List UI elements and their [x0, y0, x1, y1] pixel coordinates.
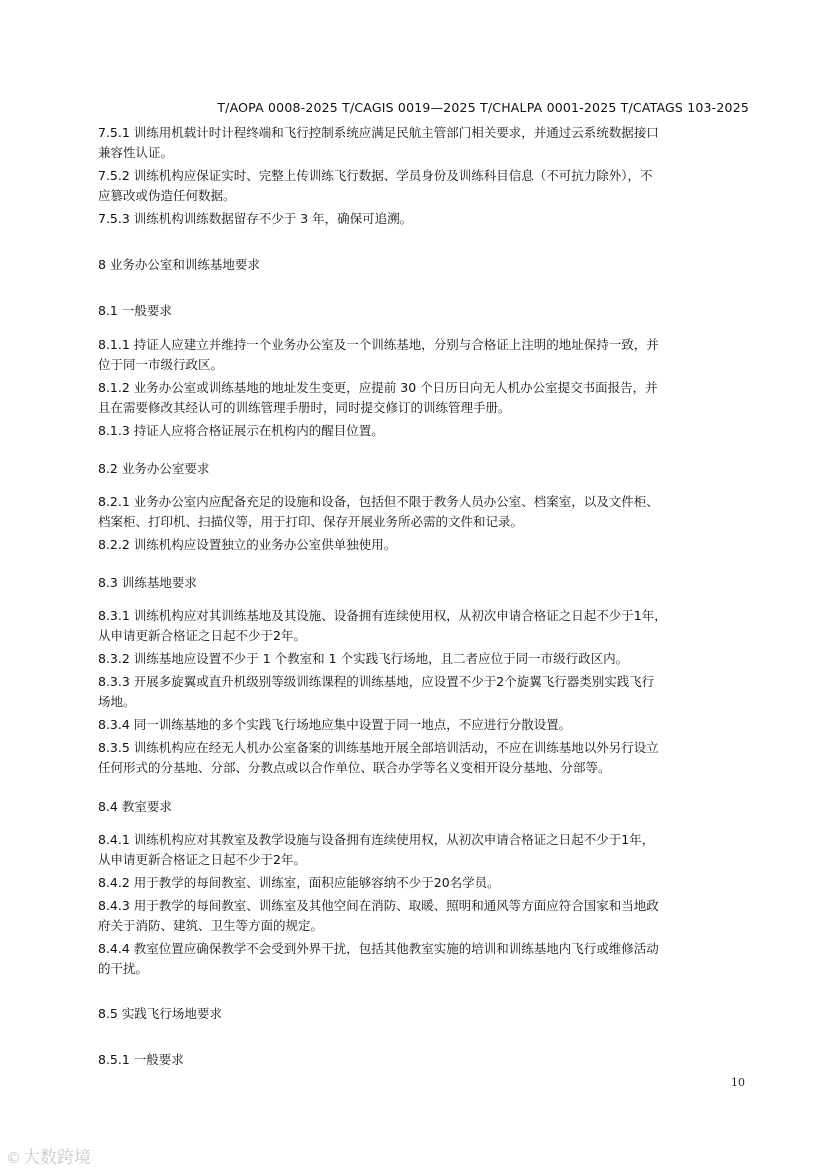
section-8-4-heading: 8.4 教室要求 [98, 799, 172, 814]
paragraph-8-3-5-line1: 8.3.5 训练机构应在经无人机办公室备案的训练基地开展全部培训活动，不应在训练基地以外另行设立 [98, 740, 659, 755]
paragraph-7-5-2-line2: 应篡改或伪造任何数据。 [98, 188, 236, 203]
paragraph-7-5-3: 7.5.3 训练机构训练数据留存不少于 3 年，确保可追溯。 [98, 211, 413, 226]
paragraph-8-4-4-line2: 的干扰。 [98, 961, 149, 976]
section-8-2-heading: 8.2 业务办公室要求 [98, 461, 210, 476]
paragraph-8-3-4: 8.3.4 同一训练基地的多个实践飞行场地应集中设置于同一地点，不应进行分散设置。 [98, 717, 572, 732]
watermark-logo-icon: © [6, 1149, 21, 1167]
paragraph-8-1-1-line2: 位于同一市级行政区。 [98, 357, 224, 372]
paragraph-8-4-3-line1: 8.4.3 用于教学的每间教室、训练室及其他空间在消防、取暖、照明和通风等方面应符合国家和当地政 [98, 898, 659, 913]
paragraph-8-4-1-line2: 从申请更新合格证之日起不少于2年。 [98, 852, 306, 867]
paragraph-8-1-3: 8.1.3 持证人应将合格证展示在机构内的醒目位置。 [98, 423, 384, 438]
watermark [6, 1143, 91, 1168]
paragraph-8-2-1-line2: 档案柜、打印机、扫描仪等，用于打印、保存开展业务所必需的文件和记录。 [98, 514, 524, 529]
paragraph-8-4-2: 8.4.2 用于教学的每间教室、训练室，面积应能够容纳不少于20名学员。 [98, 875, 500, 890]
paragraph-8-4-4-line1: 8.4.4 教室位置应确保教学不会受到外界干扰，包括其他教室实施的培训和训练基地内飞行或维修活动 [98, 941, 659, 956]
section-8-heading: 8 业务办公室和训练基地要求 [98, 257, 260, 272]
paragraph-7-5-1-line2: 兼容性认证。 [98, 145, 174, 160]
paragraph-8-1-1-line1: 8.1.1 持证人应建立并维持一个业务办公室及一个训练基地，分别与合格证上注明的地址保持一致，并 [98, 337, 659, 352]
paragraph-8-4-3-line2: 府关于消防、建筑、卫生等方面的规定。 [98, 918, 324, 933]
paragraph-8-3-2: 8.3.2 训练基地应设置不少于 1 个教室和 1 个实践飞行场地，且二者应位于同一市级行政区内。 [98, 651, 629, 666]
page-number: 10 [731, 1076, 745, 1089]
paragraph-8-4-1-line1: 8.4.1 训练机构应对其教室及教学设施与设备拥有连续使用权，从初次申请合格证之日起不少于1年， [98, 832, 655, 847]
paragraph-8-3-3-line2: 场地。 [98, 694, 136, 709]
paragraph-8-3-1-line2: 从申请更新合格证之日起不少于2年。 [98, 628, 306, 643]
paragraph-8-1-2-line1: 8.1.2 业务办公室或训练基地的地址发生变更，应提前 30 个日历日向无人机办公室提交书面报告，并 [98, 380, 658, 395]
watermark-text: 大数跨境 [23, 1148, 91, 1168]
paragraph-8-3-3-line1: 8.3.3 开展多旋翼或直升机级别等级训练课程的训练基地，应设置不少于2个旋翼飞行器类别实践飞行 [98, 674, 655, 689]
paragraph-8-3-5-line2: 任何形式的分基地、分部、分教点或以合作单位、联合办学等名义变相开设分基地、分部等。 [98, 760, 611, 775]
section-8-1-heading: 8.1 一般要求 [98, 303, 172, 318]
section-8-5-heading: 8.5 实践飞行场地要求 [98, 1006, 222, 1021]
paragraph-8-1-2-line2: 且在需要修改其经认可的训练管理手册时，同时提交修订的训练管理手册。 [98, 400, 511, 415]
paragraph-7-5-2-line1: 7.5.2 训练机构应保证实时、完整上传训练飞行数据、学员身份及训练科目信息（不可抗力除外），不 [98, 168, 653, 183]
paragraph-8-2-1-line1: 8.2.1 业务办公室内应配备充足的设施和设备，包括但不限于教务人员办公室、档案室，以及文件柜、 [98, 494, 659, 509]
document-header: T/AOPA 0008-2025 T/CAGIS 0019—2025 T/CHALPA 0001-2025 T/CATAGS 103-2025 [217, 100, 749, 115]
section-8-3-heading: 8.3 训练基地要求 [98, 575, 197, 590]
paragraph-7-5-1-line1: 7.5.1 训练用机载计时计程终端和飞行控制系统应满足民航主管部门相关要求，并通过云系统数据接口 [98, 125, 659, 140]
paragraph-8-3-1-line1: 8.3.1 训练机构应对其训练基地及其设施、设备拥有连续使用权，从初次申请合格证之日起不少于1年， [98, 608, 667, 623]
paragraph-8-2-2: 8.2.2 训练机构应设置独立的业务办公室供单独使用。 [98, 537, 397, 552]
section-8-5-1-heading: 8.5.1 一般要求 [98, 1052, 184, 1067]
